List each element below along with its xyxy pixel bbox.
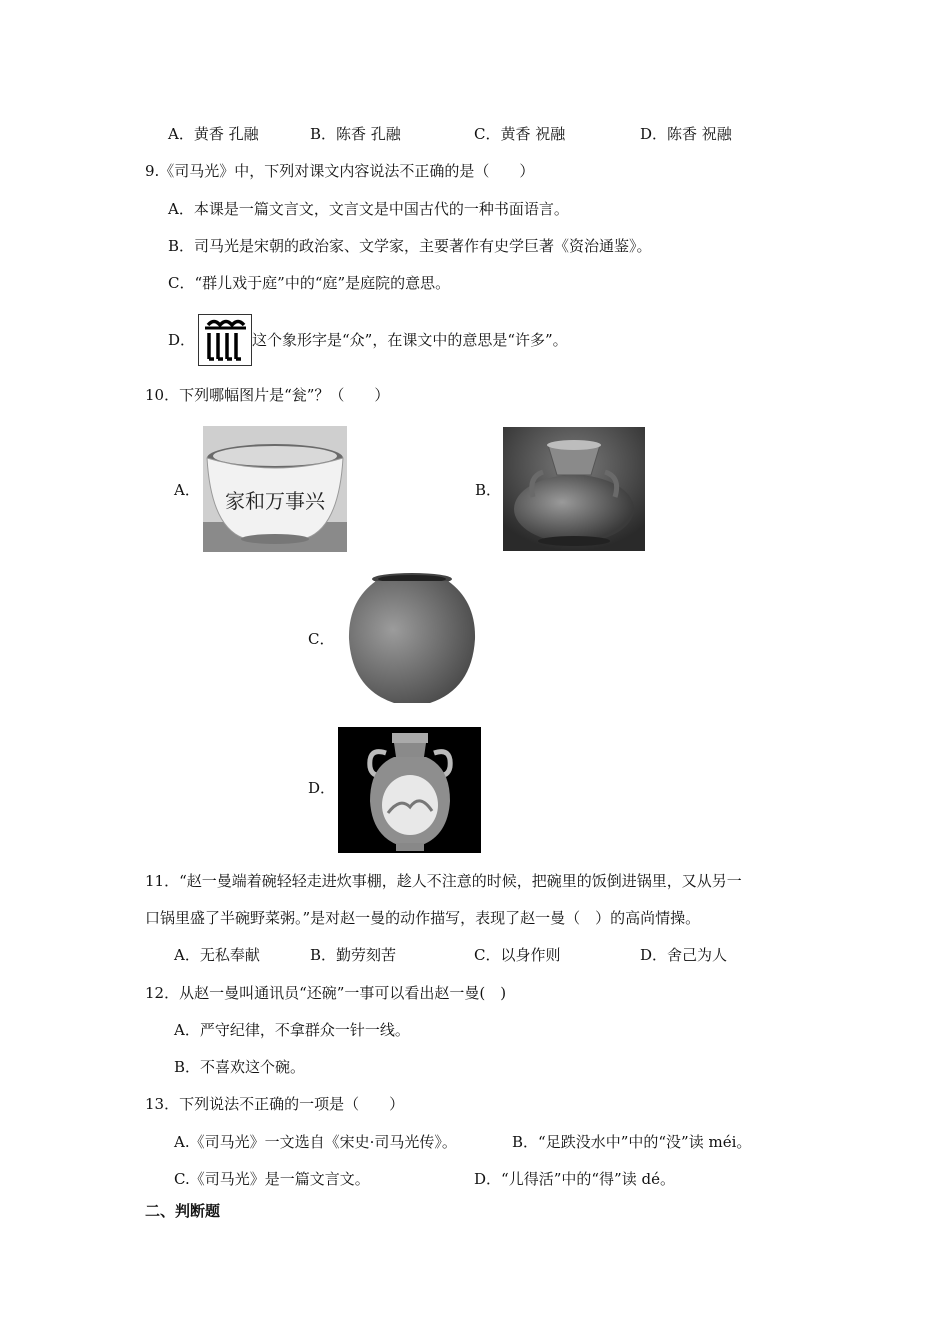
q10-option-a-label: A． xyxy=(174,481,200,499)
q13-option-d: D．“儿得活”中的“得”读 dé。 xyxy=(474,1170,675,1188)
q10-option-c-label: C． xyxy=(308,630,335,648)
q11-option-d: D．舍己为人 xyxy=(640,946,728,964)
section-title-judgment: 二、判断题 xyxy=(145,1202,221,1220)
zhong-seal-character-image xyxy=(198,314,252,366)
q11-option-c: C．以身作则 xyxy=(474,946,561,964)
q13-option-b: B．“足跌没水中”中的“没”读 méi。 xyxy=(512,1133,752,1151)
q12-stem: 12．从赵一曼叫通讯员“还碗”一事可以看出赵一曼( ) xyxy=(145,984,507,1002)
q12-option-b: B．不喜欢这个碗。 xyxy=(174,1058,306,1076)
q9-option-a: A．本课是一篇文言文，文言文是中国古代的一种书面语言。 xyxy=(168,200,569,218)
q13-stem: 13．下列说法不正确的一项是（ ） xyxy=(145,1095,405,1113)
q13-option-a: A.《司马光》一文选自《宋史·司马光传》。 xyxy=(174,1133,457,1151)
bowl-calligraphy: 家和万事兴 xyxy=(225,489,325,513)
q9-option-c: C．“群儿戏于庭”中的“庭”是庭院的意思。 xyxy=(168,274,451,292)
q11-option-a: A．无私奉献 xyxy=(174,946,260,964)
q9-stem: 9.《司马光》中，下列对课文内容说法不正确的是（ ） xyxy=(145,162,535,180)
q10-option-d-label: D． xyxy=(308,779,336,797)
bowl-image xyxy=(203,426,347,552)
porcelain-vase-image xyxy=(338,727,481,853)
q9-option-b: B．司马光是宋朝的政治家、文学家，主要著作有史学巨著《资治通鉴》。 xyxy=(168,237,652,255)
q9-option-d-text: 这个象形字是“众”，在课文中的意思是“许多”。 xyxy=(252,331,568,349)
q11-stem-line1: 11．“赵一曼端着碗轻轻走进炊事棚，趁人不注意的时候，把碗里的饭倒进锅里，又从另一 xyxy=(145,872,742,890)
q13-option-c: C.《司马光》是一篇文言文。 xyxy=(174,1170,370,1188)
clay-urn-weng-image xyxy=(346,571,478,707)
q8-option-a: A．黄香 孔融 xyxy=(168,125,259,143)
bronze-vessel-image xyxy=(503,427,645,551)
q12-option-a: A．严守纪律，不拿群众一针一线。 xyxy=(174,1021,410,1039)
q11-option-b: B．勤劳刻苦 xyxy=(310,946,397,964)
q8-option-d: D．陈香 祝融 xyxy=(640,125,732,143)
q9-option-d-label: D． xyxy=(168,331,196,349)
q10-option-b-label: B． xyxy=(475,481,502,499)
q11-stem-line2: 口锅里盛了半碗野菜粥。”是对赵一曼的动作描写，表现了赵一曼（ ）的高尚情操。 xyxy=(145,909,701,927)
q8-option-b: B．陈香 孔融 xyxy=(310,125,401,143)
q8-option-c: C．黄香 祝融 xyxy=(474,125,566,143)
q10-stem: 10．下列哪幅图片是“瓮”？（ ） xyxy=(145,386,390,404)
